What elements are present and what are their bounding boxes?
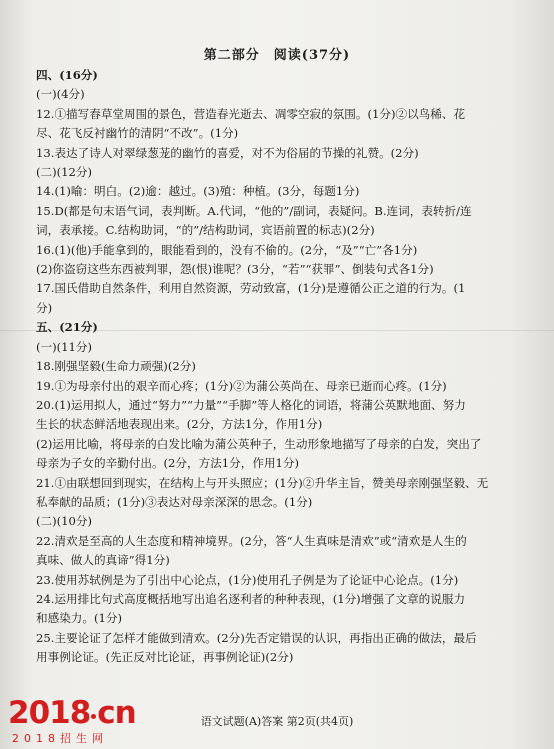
answer-line: 21.①由联想回到现实，在结构上与开头照应；(1分)②升华主旨，赞美母亲刚强坚毅、无: [36, 475, 489, 490]
answer-line: 尽、花飞反衬幽竹的清阴“不改”。(1分): [36, 126, 239, 141]
answer-line: 16.(1)(他)手能拿到的，眼能看到的，没有不偷的。(2分，“及”“亡”各1分): [36, 242, 418, 257]
subsection-heading: 22.清欢是至高的人生态度和精神境界。(2分，答“人生真味是清欢”或“清欢是人生的: [36, 533, 467, 548]
logo-text-main: 2018: [8, 695, 91, 731]
section-heading: 五、(21分): [36, 320, 98, 335]
page-footer: 语文试题(A)答案 第2页(共4页): [200, 715, 354, 728]
logo-text-suffix: cn: [97, 695, 136, 731]
answer-line: 分): [36, 300, 53, 315]
watermark-subtitle: 2018招生网: [12, 732, 108, 745]
answer-line: 18.刚强坚毅(生命力顽强)(2分): [36, 359, 196, 374]
answer-line: 用事例论证。(先正反对比论证，再事例论证)(2分): [36, 650, 294, 665]
answer-line: 24.运用排比句式高度概括地写出追名逐利者的种种表现，(1分)增强了文章的说服力: [36, 591, 466, 606]
answer-line: 23.使用苏轼例是为了引出中心论点，(1分)使用孔子例是为了论证中心论点。(1分): [36, 572, 459, 587]
answer-line: 19.①为母亲付出的艰辛而心疼；(1分)②为蒲公英尚在、母亲已逝而心疼。(1分): [36, 378, 447, 393]
answer-line: 母亲为子女的辛勤付出。(2分，方法1分，作用1分): [36, 456, 300, 471]
subsection-heading: (二)(12分): [36, 165, 93, 180]
answer-line: (2)你盗窃这些东西被判罪，怨(恨)谁呢？(3分，“若”“获罪”、倒装句式各1分): [36, 262, 434, 277]
watermark-logo: [8, 695, 136, 731]
section-heading: 四、(16分): [36, 68, 98, 82]
answer-line: 20.(1)运用拟人，通过“努力”“力量”“手脚”等人格化的词语，将蒲公英默地面、努力: [36, 397, 466, 412]
answer-content: [36, 66, 518, 668]
subsection-heading: (一)(4分): [36, 87, 85, 102]
answer-line: (2)运用比喻，将母亲的白发比喻为蒲公英种子，生动形象地描写了母亲的白发，突出了: [36, 436, 482, 451]
answer-line: 词，表承接。C.结构助词，“的”/结构助词，宾语前置的标志)(2分): [36, 223, 375, 238]
answer-line: 17.国氏借助自然条件，利用自然资源，劳动致富，(1分)是遵循公正之道的行为。(1: [36, 281, 466, 296]
answer-line: 真味、做人的真谛”得1分): [36, 553, 170, 568]
answer-line: 私奉献的品质；(1分)③表达对母亲深深的思念。(1分): [36, 494, 313, 509]
answer-line: 25.主要论证了怎样才能做到清欢。(2分)先否定错误的认识，再指出正确的做法，最后: [36, 630, 477, 645]
answer-line: 15.D(都是句末语气词，表判断。A.代词，“他的”/副词，表疑问。B.连词，表转折/连: [36, 203, 472, 218]
page-title: 第二部分 阅读(37分): [203, 48, 351, 63]
subsection-heading: (一)(11分): [36, 339, 93, 354]
answer-line: 13.表达了诗人对翠绿葱茏的幽竹的喜爱，对不为俗届的节操的礼赞。(2分): [36, 145, 419, 160]
answer-line: 12.①描写舂草堂周围的景色，营造春光逝去、凋零空寂的氛围。(1分)②以鸟稀、花: [36, 106, 466, 121]
answer-line: 和感染力。(1分): [36, 611, 122, 626]
answer-line: 14.(1)喻：明白。(2)逾：越过。(3)殖：种植。(3分，每题1分): [36, 184, 360, 199]
answer-line: 生长的状态鲜活地表现出来。(2分，方法1分，作用1分): [36, 417, 323, 432]
answer-line: (二)(10分): [36, 514, 93, 529]
logo-dot-icon: [91, 714, 96, 719]
